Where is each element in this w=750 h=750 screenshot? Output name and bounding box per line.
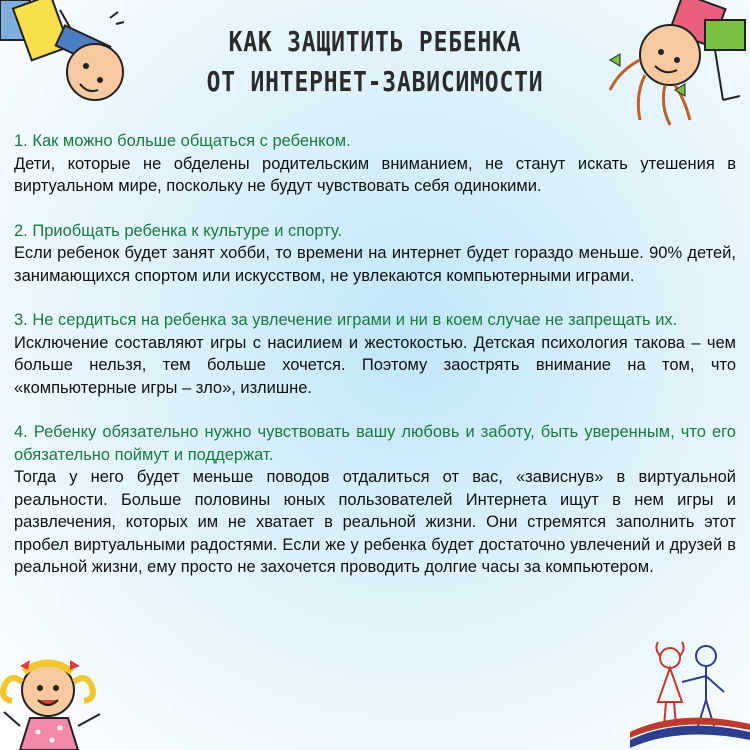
title-line-2: ОТ ИНТЕРНЕТ-ЗАВИСИМОСТИ	[206, 65, 544, 98]
tips-content	[14, 130, 736, 601]
tip-body: Если ребенок будет занят хобби, то времени на интернет будет гораздо меньше. 90% детей, занимающихся спортом или искусством, не увлекаются компьютерными играми.	[14, 244, 736, 285]
tip-section-1	[14, 130, 736, 198]
tip-heading: 4. Ребенку обязательно нужно чувствовать вашу любовь и заботу, быть уверенным, что его обязательно поймут и поддержат.	[14, 423, 736, 464]
boy-cartoon-illustration	[0, 0, 140, 110]
tip-section-4	[14, 421, 736, 579]
page-title	[150, 22, 600, 102]
tip-section-3	[14, 309, 736, 399]
tip-section-2	[14, 220, 736, 288]
girl-cartoon-illustration	[605, 0, 750, 130]
title-line-1: КАК ЗАЩИТИТЬ РЕБЕНКА	[228, 25, 522, 58]
tip-heading: 2. Приобщать ребенка к культуре и спорту.	[14, 221, 343, 240]
tip-body: Исключение составляют игры с насилием и жестокостью. Детская психология такова – чем больше нельзя, тем больше хочется. Поэтому заострять внимание на том, что «компьютерные игры – зло», излишне.	[14, 333, 736, 397]
kids-holding-hands-illustration	[630, 636, 750, 750]
tip-body: Тогда у него будет меньше поводов отдалиться от вас, «зависнув» в виртуальной реальности. Больше половины юных пользователей Интернета ищут в нем игры и развлечения, которых им не хватает в реальной жизни. Они стремятся заполнить этот пробел виртуальными радостями. Если же у ребенка будет достаточно увлечений и друзей в реальной жизни, ему просто не захочется проводить долгие часы за компьютером.	[14, 468, 736, 576]
tip-heading: 1. Как можно больше общаться с ребенком.	[14, 132, 351, 150]
tip-heading: 3. Не сердиться на ребенка за увлечение играми и ни в коем случае не запрещать их.	[14, 311, 678, 329]
girl-pigtails-illustration	[0, 652, 110, 750]
tip-body: Дети, которые не обделены родительским вниманием, не станут искать утешения в виртуальном мире, поскольку не будут чувствовать себя одинокими.	[14, 154, 736, 195]
